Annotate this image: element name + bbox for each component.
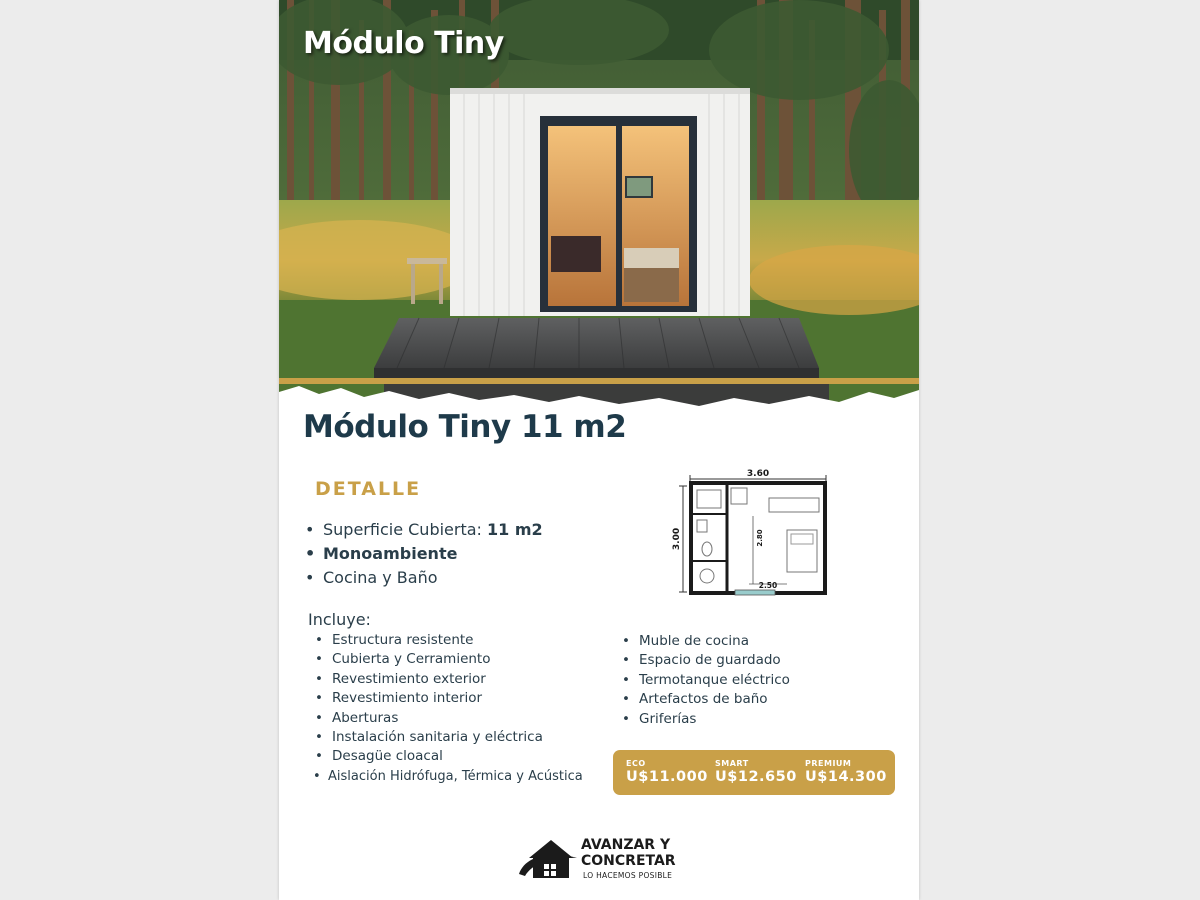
hero-photo xyxy=(279,0,919,420)
include-item: • Estructura resistente xyxy=(315,631,583,650)
plan-inner-width-label: 2.50 xyxy=(758,581,778,590)
detail-list xyxy=(305,518,543,590)
price-tier-smart xyxy=(703,750,797,795)
logo-line1: AVANZAR Y xyxy=(581,837,671,853)
page-title: Módulo Tiny 11 m2 xyxy=(303,409,627,445)
tiny-house-illustration xyxy=(279,0,919,420)
include-item: • Artefactos de baño xyxy=(622,690,790,709)
detail-heading: DETALLE xyxy=(315,478,422,500)
plan-height-label: 3.00 xyxy=(672,527,682,551)
detail-item-monoambiente: • Monoambiente xyxy=(305,542,543,566)
surface-label: Superficie Cubierta: xyxy=(323,520,482,539)
brochure-page xyxy=(279,0,919,900)
tier-price: U$12.650 xyxy=(715,769,797,785)
surface-value: 11 m2 xyxy=(487,520,543,539)
hero-title: Módulo Tiny xyxy=(303,26,504,61)
tier-price: U$11.000 xyxy=(626,769,708,785)
include-item: • Revestimiento interior xyxy=(315,689,583,708)
includes-heading: Incluye: xyxy=(308,610,371,629)
company-logo xyxy=(515,834,685,886)
include-item: • Griferías xyxy=(622,710,790,729)
include-item: • Desagüe cloacal xyxy=(315,747,583,766)
logo-tagline: LO HACEMOS POSIBLE xyxy=(583,871,673,880)
price-panel xyxy=(613,750,895,795)
house-swoosh-icon xyxy=(515,834,581,886)
floor-plan xyxy=(669,466,839,610)
logo-line2: CONCRETAR xyxy=(581,853,676,869)
price-tier-premium xyxy=(793,750,893,795)
include-item: • Revestimiento exterior xyxy=(315,670,583,689)
price-tier-eco xyxy=(613,750,708,795)
include-item: • Cubierta y Cerramiento xyxy=(315,650,583,669)
include-item: • Aislación Hidrófuga, Térmica y Acústica xyxy=(313,767,583,786)
tier-label: ECO xyxy=(626,759,646,768)
include-item: • Muble de cocina xyxy=(622,632,790,651)
tier-price: U$14.300 xyxy=(805,769,887,785)
include-item: • Aberturas xyxy=(315,709,583,728)
detail-item-surface xyxy=(305,518,543,542)
includes-list-left xyxy=(315,631,583,786)
tier-label: SMART xyxy=(715,759,749,768)
floor-plan-drawing xyxy=(669,466,839,606)
detail-item-kitchen-bath: • Cocina y Baño xyxy=(305,566,543,590)
plan-inner-height-label: 2.80 xyxy=(756,529,764,547)
include-item: • Instalación sanitaria y eléctrica xyxy=(315,728,583,747)
include-item: • Espacio de guardado xyxy=(622,651,790,670)
tier-label: PREMIUM xyxy=(805,759,852,768)
plan-width-label: 3.60 xyxy=(746,469,770,479)
include-item: • Termotanque eléctrico xyxy=(622,671,790,690)
includes-list-right xyxy=(622,632,790,729)
